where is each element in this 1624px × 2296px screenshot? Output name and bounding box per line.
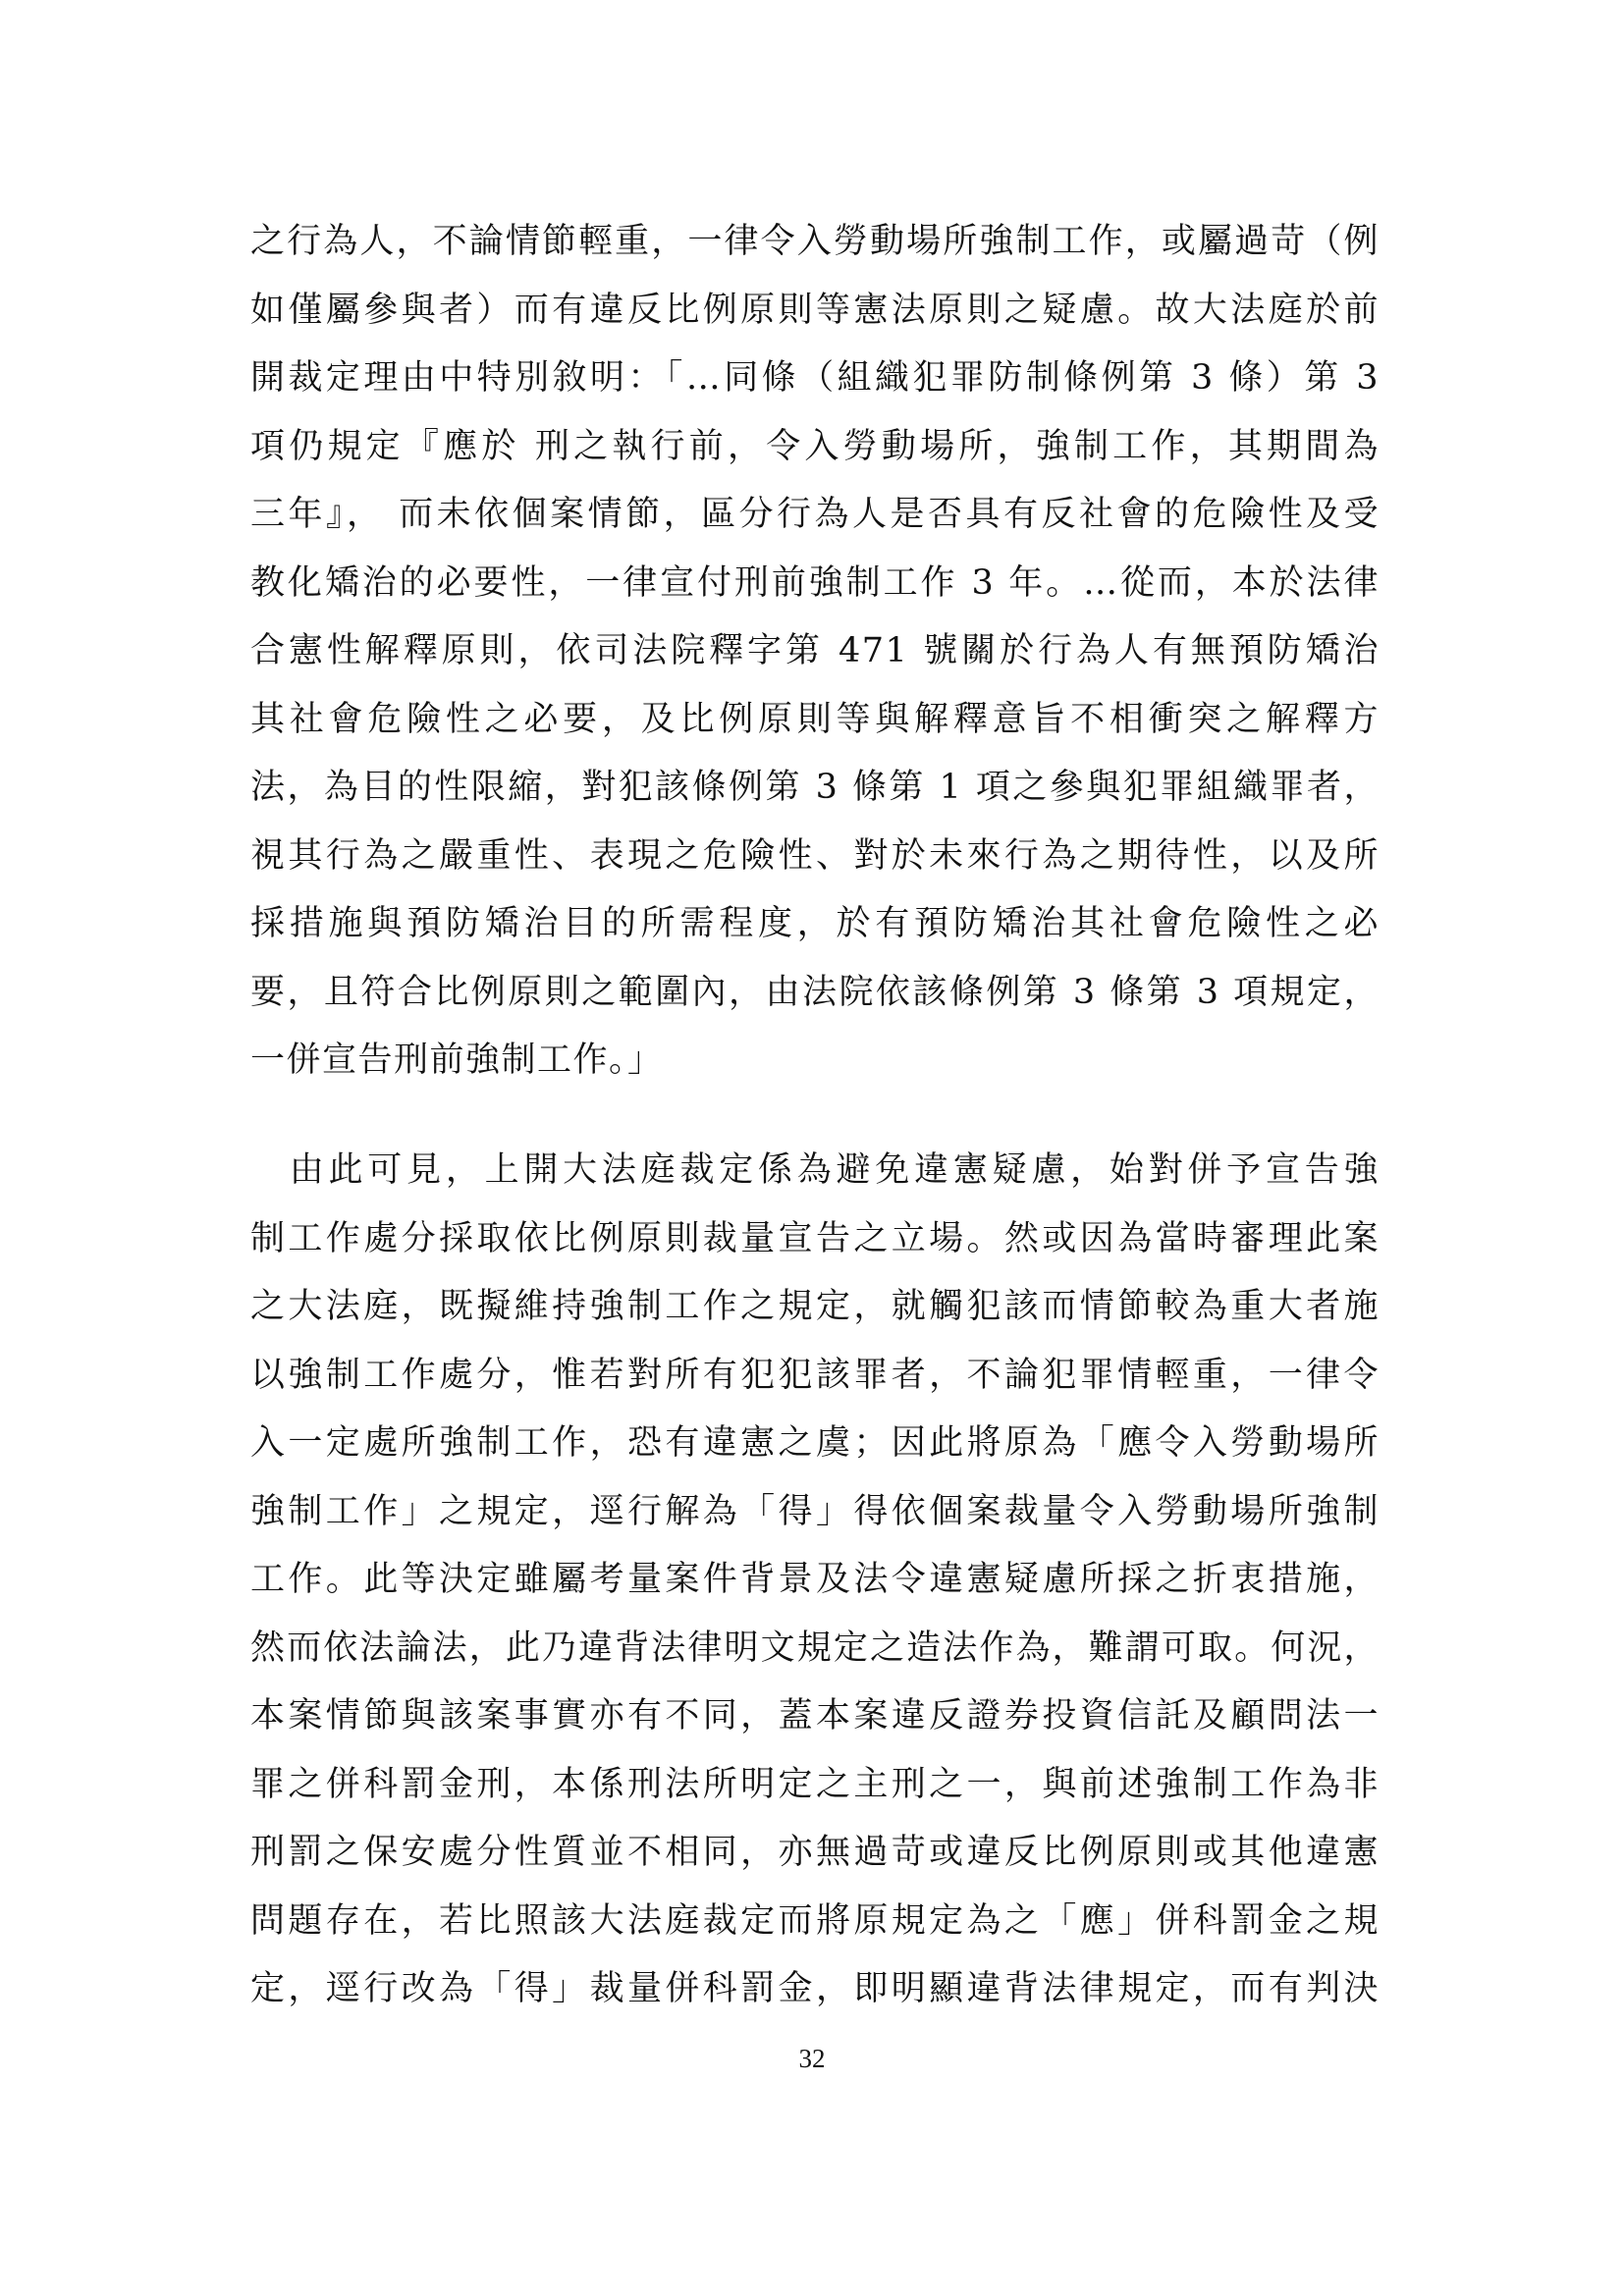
- paragraph-2-line: 以強制工作處分，惟若對所有犯犯該罪者，不論犯罪情輕重，一律令: [250, 1355, 1380, 1395]
- paragraph-1-line: 採措施與預防矯治目的所需程度，於有預防矯治其社會危險性之必: [250, 904, 1380, 943]
- paragraph-1-line: 其社會危險性之必要，及比例原則等與解釋意旨不相衝突之解釋方: [250, 699, 1380, 739]
- paragraph-2-line: 然而依法論法，此乃違背法律明文規定之造法作為，難謂可取。何況，: [250, 1628, 1380, 1668]
- paragraph-2-line: 刑罰之保安處分性質並不相同，亦無過苛或違反比例原則或其他違憲: [250, 1833, 1380, 1872]
- paragraph-2-line: 罪之併科罰金刑，本係刑法所明定之主刑之一，與前述強制工作為非: [250, 1764, 1380, 1804]
- paragraph-1-line: 之行為人，不論情節輕重，一律令入勞動場所強制工作，或屬過苛（例: [250, 222, 1380, 261]
- paragraph-1-line: 視其行為之嚴重性、表現之危險性、對於未來行為之期待性，以及所: [250, 835, 1380, 876]
- paragraph-2-line: 問題存在，若比照該大法庭裁定而將原規定為之「應」併科罰金之規: [250, 1900, 1380, 1941]
- paragraph-2-line: 強制工作」之規定，逕行解為「得」得依個案裁量令入勞動場所強制: [250, 1491, 1380, 1531]
- paragraph-1-line: 項仍規定『應於 刑之執行前，令入勞動場所，強制工作，其期間為: [250, 426, 1380, 466]
- paragraph-1: [250, 208, 1380, 1095]
- paragraph-1-line: 如僅屬參與者）而有違反比例原則等憲法原則之疑慮。故大法庭於前: [250, 290, 1380, 330]
- page-number: 32: [798, 2044, 826, 2073]
- paragraph-2-line: 之大法庭，既擬維持強制工作之規定，就觸犯該而情節較為重大者施: [250, 1287, 1380, 1326]
- paragraph-1-line: 三年』， 而未依個案情節，區分行為人是否具有反社會的危險性及受: [250, 495, 1380, 534]
- paragraph-2-line: 由此可見，上開大法庭裁定係為避免違憲疑慮，始對併予宣告強: [250, 1150, 1380, 1190]
- paragraph-1-line: 要，且符合比例原則之範圍內，由法院依該條例第 3 條第 3 項規定，: [250, 972, 1380, 1012]
- paragraph-1-line: 合憲性解釋原則，依司法院釋字第 471 號關於行為人有無預防矯治: [250, 631, 1380, 670]
- paragraph-1-line: 開裁定理由中特別敘明：「…同條（組織犯罪防制條例第 3 條）第 3: [250, 358, 1380, 398]
- paragraph-1-line: 法，為目的性限縮，對犯該條例第 3 條第 1 項之參與犯罪組織罪者，: [250, 768, 1380, 807]
- paragraph-1-line: 一併宣告刑前強制工作。」: [250, 1041, 664, 1080]
- paragraph-2: [250, 1137, 1380, 2024]
- paragraph-2-line: 本案情節與該案事實亦有不同，蓋本案違反證券投資信託及顧問法一: [250, 1696, 1380, 1735]
- paragraph-2-line: 制工作處分採取依比例原則裁量宣告之立場。然或因為當時審理此案: [250, 1218, 1380, 1258]
- paragraph-1-line: 教化矯治的必要性，一律宣付刑前強制工作 3 年。…從而，本於法律: [250, 562, 1380, 603]
- paragraph-2-line: 入一定處所強制工作，恐有違憲之虞；因此將原為「應令入勞動場所: [250, 1423, 1380, 1463]
- paragraph-2-line: 定，逕行改為「得」裁量併科罰金，即明顯違背法律規定，而有判決: [250, 1969, 1380, 2008]
- paragraph-2-line: 工作。此等決定雖屬考量案件背景及法令違憲疑慮所採之折衷措施，: [250, 1560, 1380, 1599]
